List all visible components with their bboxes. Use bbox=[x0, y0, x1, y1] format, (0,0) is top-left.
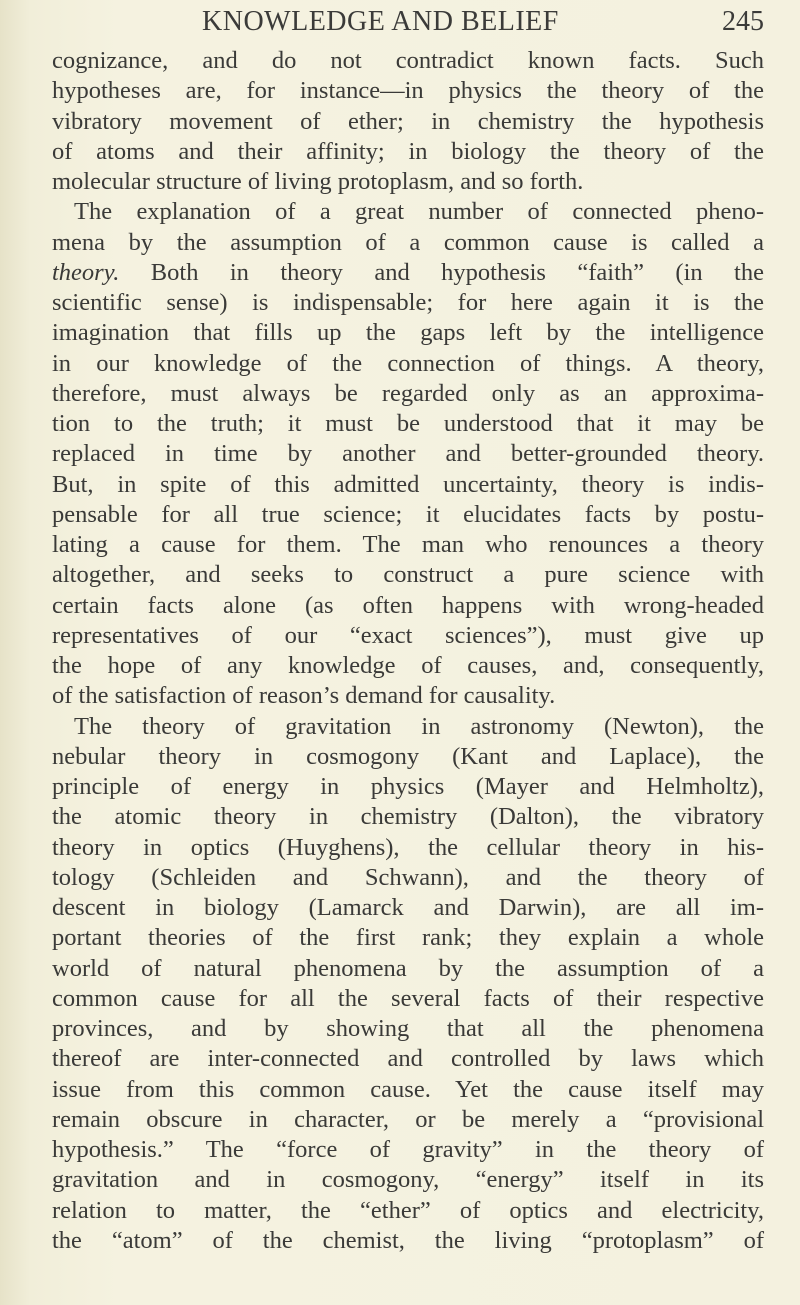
text-line: tion to the truth; it must be understood that it may be bbox=[52, 410, 764, 437]
text-line: in our knowledge of the connection of things. A theory, bbox=[52, 349, 764, 377]
text-line: hypothesis.” The “force of gravity” in the theory of bbox=[52, 1136, 764, 1163]
text-line: altogether, and seeks to construct a pure science with bbox=[52, 561, 764, 589]
text-line: descent in biology (Lamarck and Darwin), are all im- bbox=[52, 894, 764, 921]
text-line: relation to matter, the “ether” of optics and electricity, bbox=[52, 1196, 764, 1224]
text-line: The theory of gravitation in astronomy (Newton), the bbox=[74, 712, 764, 740]
italic-term: theory. bbox=[52, 258, 120, 286]
text-line: molecular structure of living protoplasm, and so forth. bbox=[52, 168, 584, 195]
text-line: world of natural phenomena by the assumption of a bbox=[52, 954, 764, 982]
text-line: theory in optics (Huyghens), the cellular theory in his- bbox=[52, 833, 764, 861]
text-line: of the satisfaction of reason’s demand for causality. bbox=[52, 682, 556, 710]
text-line: provinces, and by showing that all the phenomena bbox=[52, 1015, 764, 1042]
text-line: scientific sense) is indispensable; for here again it is the bbox=[52, 289, 764, 316]
text-line: nebular theory in cosmogony (Kant and Laplace), the bbox=[52, 742, 764, 770]
text-line: certain facts alone (as often happens with wrong-headed bbox=[52, 591, 764, 619]
page-number: 245 bbox=[722, 6, 764, 37]
text-line: But, in spite of this admitted uncertainty, theory is indis- bbox=[52, 470, 764, 498]
text-line: common cause for all the several facts of their respective bbox=[52, 984, 764, 1012]
text-line: thereof are inter-connected and controlled by laws which bbox=[52, 1045, 764, 1073]
text-line: the hope of any knowledge of causes, and, consequently, bbox=[52, 652, 764, 679]
text-line: pensable for all true science; it elucidates facts by postu- bbox=[52, 500, 764, 528]
text-line: remain obscure in character, or be merely a “provisional bbox=[52, 1105, 764, 1133]
text-line: principle of energy in physics (Mayer and Helmholtz), bbox=[52, 773, 764, 800]
text-line: imagination that fills up the gaps left by the intelligence bbox=[52, 319, 764, 347]
text-line: mena by the assumption of a common cause is called a bbox=[52, 228, 764, 256]
text-line: of atoms and their affinity; in biology the theory of the bbox=[52, 137, 764, 165]
body-text bbox=[52, 46, 764, 1256]
text-line: lating a cause for them. The man who renounces a theory bbox=[52, 531, 764, 558]
text-line: portant theories of the first rank; they explain a whole bbox=[52, 924, 764, 952]
running-title: KNOWLEDGE AND BELIEF bbox=[202, 6, 559, 37]
text-line: issue from this common cause. Yet the cause itself may bbox=[52, 1075, 764, 1103]
page-header bbox=[52, 6, 764, 46]
text-line: hypotheses are, for instance—in physics the theory of the bbox=[52, 77, 764, 105]
text-line: therefore, must always be regarded only as an approxima- bbox=[52, 379, 764, 407]
text-line: the atomic theory in chemistry (Dalton), the vibratory bbox=[52, 803, 764, 831]
text-line: gravitation and in cosmogony, “energy” itself in its bbox=[52, 1166, 764, 1194]
text-fragment: Both in theory and hypothesis “faith” (in the bbox=[150, 258, 764, 286]
text-line: replaced in time by another and better-grounded theory. bbox=[52, 440, 764, 468]
text-line: The explanation of a great number of connected pheno- bbox=[74, 198, 764, 226]
text-line-with-italic bbox=[52, 258, 764, 288]
text-line: cognizance, and do not contradict known facts. Such bbox=[52, 47, 764, 74]
text-line: tology (Schleiden and Schwann), and the theory of bbox=[52, 863, 764, 891]
text-line: representatives of our “exact sciences”), must give up bbox=[52, 621, 764, 649]
text-line: the “atom” of the chemist, the living “protoplasm” of bbox=[52, 1226, 764, 1254]
text-line: vibratory movement of ether; in chemistry the hypothesis bbox=[52, 107, 764, 135]
